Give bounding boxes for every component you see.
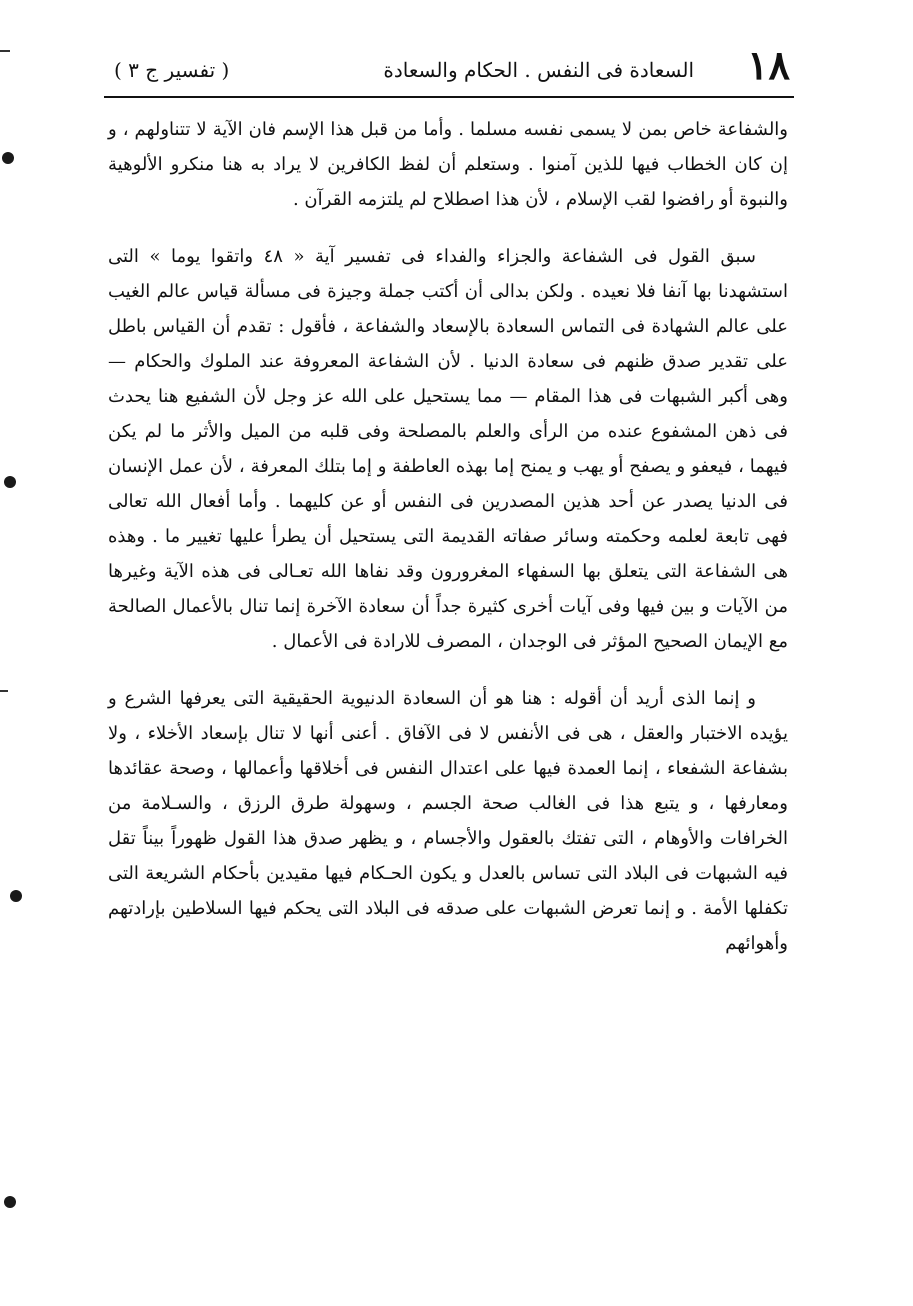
paragraph-2: سبق القول فى الشفاعة والجزاء والفداء فى تفسير آية « ٤٨ واتقوا يوما » التى استشهدنا بها آنفا فلا نعيده . ولكن بدالى أن أكتب جملة وجيزة فى مسألة قياس عالم الغيب على عالم الشهادة فى التماس السعادة بالإسعاد والشفاعة ، فأقول : تقدم أن القياس باطل على تقدير صدق ظنهم فى سعادة الدنيا . لأن الشفاعة المعروفة عند الملوك والحكام — وهى أكبر الشبهات فى هذا المقام — مما يستحيل على الله عز وجل لأن الشفيع هنا يحدث فى ذهن المشفوع عنده من الرأى والعلم بالمصلحة وفى قلبه من الميل والأثر ما لم يكن فيهما ، فيعفو و يصفح أو يهب و يمنح إما بهذه العاطفة و إما بتلك المعرفة ، لأن عمل الإنسان فى الدنيا يصدر عن أحد هذين المصدرين فى النفس أو عن كليهما . وأما أفعال الله تعالى فهى تابعة لعلمه وحكمته وسائر صفاته القديمة التى يستحيل أن يطرأ عليها تغيير ما . وهذه هى الشفاعة التى يتعلق بها السفهاء المغرورون وقد نفاها الله تعـالى فى هذه الآية وغيرها من الآيات و بين فيها وفى آيات أخرى كثيرة جداً أن سعادة الآخرة إنما تنال بالأعمال الصالحة مع الإيمان الصحيح المؤثر فى الوجدان ، المصرف للارادة فى الأعمال . (108, 246, 788, 652)
paragraph-1: والشفاعة خاص بمن لا يسمى نفسه مسلما . وأما من قبل هذا الإسم فان الآية لا تتناولهم ، و إن كان الخطاب فيها للذين آمنوا . وستعلم أن لفظ الكافرين لا يراد به هنا منكرو الألوهية والنبوة أو رافضوا لقب الإسلام ، لأن هذا اصطلاح لم يلتزمه القرآن . (108, 119, 788, 210)
scan-edge-mark (0, 690, 8, 692)
scan-punch-mark (2, 152, 14, 164)
scan-punch-mark (10, 890, 22, 902)
running-title: السعادة فى النفس . الحكام والسعادة (383, 58, 694, 82)
scan-punch-mark (4, 1196, 16, 1208)
scan-punch-mark (4, 476, 16, 488)
section-tag: ( تفسير ج ٣ ) (114, 58, 230, 82)
page-header (104, 42, 804, 90)
scan-edge-mark (0, 50, 10, 52)
page-number: ١٨ (747, 42, 790, 89)
page-body (108, 112, 788, 983)
paragraph-3: و إنما الذى أريد أن أقوله : هنا هو أن السعادة الدنيوية الحقيقية التى يعرفها الشرع و يؤيده الاختبار والعقل ، هى فى الأنفس لا فى الآفاق . أعنى أنها لا تنال بإسعاد الأخلاء ، ولا بشفاعة الشفعاء ، إنما العمدة فيها على اعتدال النفس فى أخلاقها وأعمالها ، وصحة عقائدها ومعارفها ، و يتبع هذا فى الغالب صحة الجسم ، وسهولة طرق الرزق ، والسـلامة من الخرافات والأوهام ، التى تفتك بالعقول والأجسام ، و يظهر صدق هذا القول ظهوراً بيناً تقل فيه الشبهات فى البلاد التى تساس بالعدل و يكون الحـكام فيها مقيدين بأحكام الشريعة التى تكفلها الأمة . و إنما تعرض الشبهات على صدقه فى البلاد التى يحكم فيها السلاطين بإرادتهم وأهوائهم (108, 688, 788, 954)
header-rule (104, 96, 794, 98)
